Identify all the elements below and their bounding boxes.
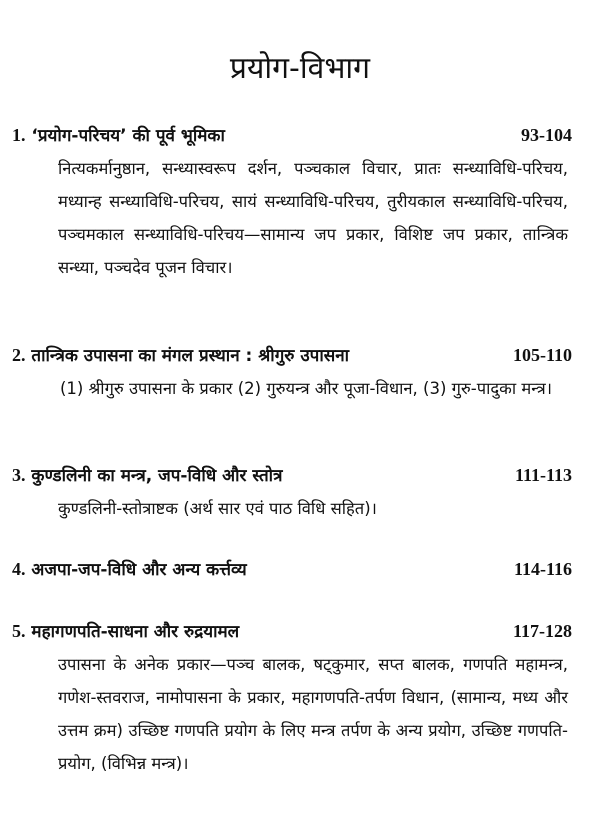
contents-entry-4: [12, 552, 572, 586]
entry-title: तान्त्रिक उपासना का मंगल प्रस्थान : श्रीगुरु उपासना: [31, 346, 350, 366]
entry-title: अजपा-जप-विधि और अन्य कर्त्तव्य: [31, 560, 247, 580]
entry-page-range: 114-116: [513, 559, 572, 579]
entry-number: 4.: [12, 559, 26, 579]
contents-entry-1: [12, 118, 572, 284]
entry-heading: [12, 458, 572, 492]
entry-page-range: 117-128: [512, 621, 572, 641]
entry-title: कुण्डलिनी का मन्त्र, जप-विधि और स्तोत्र: [31, 466, 283, 486]
contents-entry-2: [12, 338, 572, 405]
entry-description: उपासना के अनेक प्रकार—पञ्च बालक, षट्कुमार, सप्त बालक, गणपति महामन्त्र, गणेश-स्तवराज, नामोपासना के प्रकार, महागणपति-तर्पण विधान, (सामान्य, मध्य और उत्तम क्रम) उच्छिष्ट गणपति प्रयोग के लिए मन्त्र तर्पण के अन्य प्रयोग, उच्छिष्ट गणपति-प्रयोग, (विभिन्न मन्त्र)।: [58, 655, 568, 773]
entry-page-range: 93-104: [521, 125, 572, 145]
entry-number: 2.: [12, 345, 26, 365]
entry-heading: [12, 118, 572, 152]
entry-number: 5.: [12, 621, 26, 641]
entry-page-range: 111-113: [514, 465, 572, 485]
entry-heading: [12, 552, 572, 586]
entry-description: नित्यकर्मानुष्ठान, सन्ध्यास्वरूप दर्शन, पञ्चकाल विचार, प्रातः सन्ध्याविधि-परिचय, मध्यान्ह सन्ध्याविधि-परिचय, सायं सन्ध्याविधि-परिचय, तुरीयकाल सन्ध्याविधि-परिचय, पञ्चमकाल सन्ध्याविधि-परिचय—सामान्य जप प्रकार, विशिष्ट जप प्रकार, तान्त्रिक सन्ध्या, पञ्चदेव पूजन विचार।: [58, 159, 568, 277]
contents-entry-5: [12, 614, 572, 780]
entry-number: 1.: [12, 125, 26, 145]
entry-description: (1) श्रीगुरु उपासना के प्रकार (2) गुरुयन्त्र और पूजा-विधान, (3) गुरु-पादुका मन्त्र।: [60, 379, 552, 398]
entry-number: 3.: [12, 465, 26, 485]
page-title: प्रयोग-विभाग: [229, 51, 371, 87]
contents-entry-3: [12, 458, 572, 525]
entry-description: कुण्डलिनी-स्तोत्राष्टक (अर्थ सार एवं पाठ विधि सहित)।: [58, 499, 377, 518]
entry-title: ‘प्रयोग-परिचय’ की पूर्व भूमिका: [31, 126, 225, 146]
entry-title: महागणपति-साधना और रुद्रयामल: [31, 622, 240, 642]
entry-heading: [12, 338, 572, 372]
entry-heading: [12, 614, 572, 648]
entry-page-range: 105-110: [512, 345, 572, 365]
